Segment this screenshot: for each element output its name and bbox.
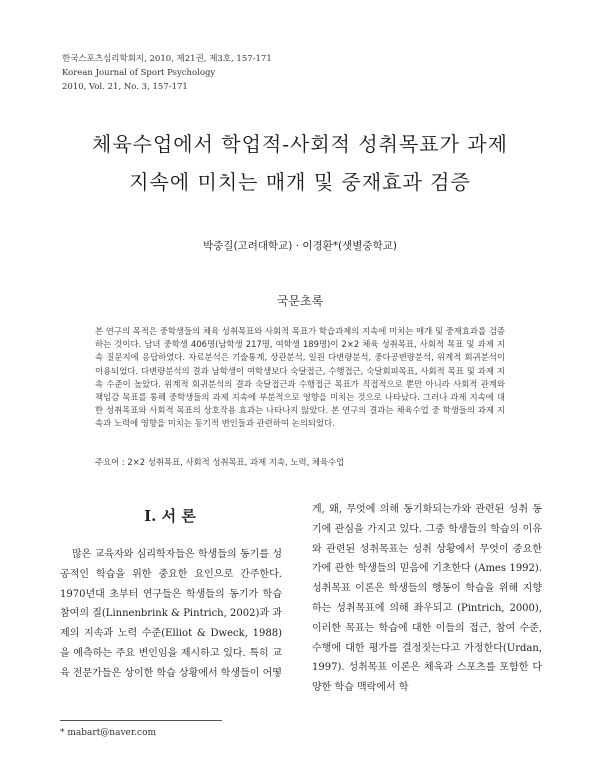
body-column-left: 많은 교육자와 심리학자들은 학생들의 동기를 성공적인 학습을 위한 중요한 요인으로 간주한다. 1970년대 초부터 연구들은 학생들의 동기가 학습 참여의 질(Linnenbrink & Pintrich, 2002)과 과제의 지속과 노력 수준(Elliot & Dweck, 1988)을 예측하는 주요 변인임을 제시하고 있다. 특히 교육 전문가들은 상이한 학습 상황에서 학생들이 어떻 [60,549,282,679]
keywords: 주요어 : 2×2 성취목표, 사회적 성취목표, 과제 지속, 노력, 체육수업 [95,457,345,467]
abstract-paragraph: 본 연구의 목적은 중학생들의 체육 성취목표와 사회적 목표가 학습과제의 지속에 미치는 매개 및 중재효과를 검증하는 것이다. 남녀 중학생 406명(남학생 217명, 여학생 189명)이 2×2 체육 성취목표, 사회적 목표 및 과제 지속 질문지에 응답하였다. 자료분석은 기술통계, 상관분석, 일원 다변량분석, 중다공변량분석, 위계적 회귀분석이 이용되었다. 다변량분석의 결과 남학생이 여학생보다 숙달접근, 수행접근, 숙달회피목표, 사회적 목표 및 과제 지속 수준이 높았다. 위계적 회귀분석의 결과 숙달접근과 수행접근 목표가 직접적으로 뿐만 아니라 사회적 관계와 책임감 목표를 통해 중학생들의 과제 지속에 부분적으로 영향을 미치는 것으로 나타났다. 그러나 과제 지속에 대한 성취목표와 사회적 목표의 상호작용 효과는 나타나지 않았다. 본 연구의 결과는 체육수업 중 학생들의 과제 지속과 노력에 영향을 미치는 동기적 변인들과 관련하여 논의되었다. [95,326,505,429]
journal-line-volume: 2010, Vol. 21, No. 3, 157-171 [62,82,188,92]
journal-citation [62,52,272,94]
journal-line-korean: 한국스포츠심리학회지, 2010, 제21권, 제3호, 157-171 [62,54,272,64]
paper-title-line-2: 지속에 미치는 매개 및 중재효과 검증 [129,170,471,194]
footnote-divider [60,720,222,721]
body-column-right: 게, 왜, 무엇에 의해 동기화되는가와 관련된 성취 동기에 관심을 가지고 있다. 그중 학생들의 학습의 이유와 관련된 성취목표는 성취 상황에서 무엇이 중요한가에 관한 학생들의 믿음에 기초한다 (Ames 1992). 성취목표 이론은 학생들의 행동이 학습을 위해 지향하는 성취목표에 의해 좌우되고 (Pintrich, 2000), 이러한 목표는 학습에 대한 이들의 접근, 참여 수준, 수행에 대한 평가를 결정짓는다고 가정한다(Urdan, 1997). 성취목표 이론은 체육과 스포츠를 포함한 다양한 학습 맥락에서 학 [312,504,542,694]
paper-title-line-1: 체육수업에서 학업적-사회적 성취목표가 과제 [92,132,508,156]
author-list: 박중길(고려대학교) · 이경환*(샛별중학교) [203,240,397,252]
journal-line-english: Korean Journal of Sport Psychology [62,68,216,78]
abstract-body [95,325,505,431]
abstract-heading: 국문초록 [276,294,324,308]
footnote-email: * mabart@naver.com [60,728,157,738]
section-heading-introduction: I. 서 론 [144,507,196,525]
